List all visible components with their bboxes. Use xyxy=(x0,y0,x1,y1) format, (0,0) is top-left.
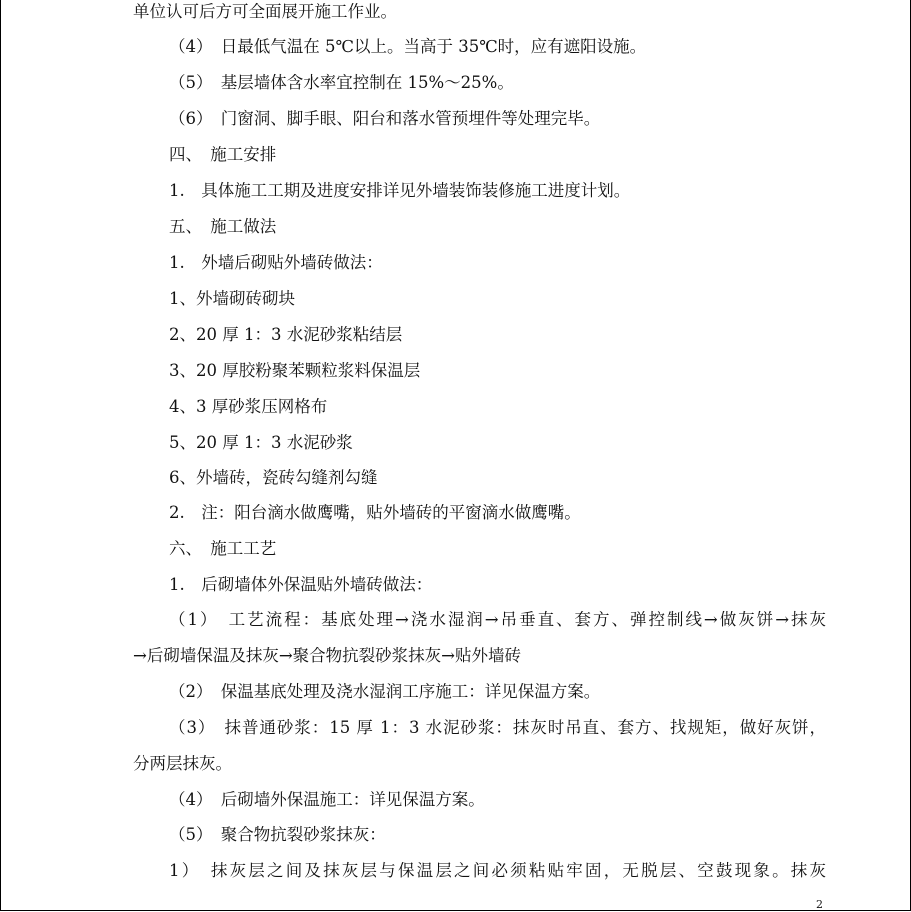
text-line-2: （4） 日最低气温在 5℃以上。当高于 35℃时，应有遮阳设施。 xyxy=(169,37,647,56)
text-line-23: （4） 后砌墙外保温施工：详见保温方案。 xyxy=(169,790,485,809)
text-line-22: 分两层抹灰。 xyxy=(133,754,232,773)
text-line-8: 1. 外墙后砌贴外墙砖做法： xyxy=(169,253,383,272)
section-heading-4: 四、 施工安排 xyxy=(169,145,277,164)
section-heading-6: 六、 施工工艺 xyxy=(169,539,277,558)
page-number: 2 xyxy=(816,898,823,911)
section-heading-5: 五、 施工做法 xyxy=(169,217,277,236)
text-line-3: （5） 基层墙体含水率宜控制在 15%～25%。 xyxy=(169,73,514,92)
layer-item-4: 4、3 厚砂浆压网格布 xyxy=(169,397,328,416)
text-line-1: 单位认可后方可全面展开施工作业。 xyxy=(133,2,397,21)
layer-item-1: 1、外墙砌砖砌块 xyxy=(169,289,295,308)
text-line-15: 2. 注：阳台滴水做鹰嘴，贴外墙砖的平窗滴水做鹰嘴。 xyxy=(169,503,581,522)
text-line-24: （5） 聚合物抗裂砂浆抹灰： xyxy=(169,825,386,844)
text-line-20: （2） 保温基底处理及浇水湿润工序施工：详见保温方案。 xyxy=(169,682,601,701)
text-line-17: 1. 后砌墙体外保温贴外墙砖做法： xyxy=(169,575,433,594)
layer-item-5: 5、20 厚 1：3 水泥砂浆 xyxy=(169,433,353,452)
text-line-21: （3） 抹普通砂浆：15 厚 1：3 水泥砂浆：抹灰时吊直、套方、找规矩，做好灰饼， xyxy=(169,718,826,737)
text-line-18: （1） 工艺流程：基底处理→浇水湿润→吊垂直、套方、弹控制线→做灰饼→抹灰 xyxy=(169,610,826,629)
text-line-4: （6） 门窗洞、脚手眼、阳台和落水管预埋件等处理完毕。 xyxy=(169,109,601,128)
layer-item-2: 2、20 厚 1：3 水泥砂浆粘结层 xyxy=(169,325,403,344)
layer-item-6: 6、外墙砖，瓷砖勾缝剂勾缝 xyxy=(169,468,378,487)
layer-item-3: 3、20 厚胶粉聚苯颗粒浆料保温层 xyxy=(169,361,421,380)
text-line-6: 1. 具体施工工期及进度安排详见外墙装饰装修施工进度计划。 xyxy=(169,181,631,200)
text-line-25: 1） 抹灰层之间及抹灰层与保温层之间必须粘贴牢固，无脱层、空鼓现象。抹灰 xyxy=(169,861,826,880)
text-line-19: →后砌墙保温及抹灰→聚合物抗裂砂浆抹灰→贴外墙砖 xyxy=(133,646,521,665)
